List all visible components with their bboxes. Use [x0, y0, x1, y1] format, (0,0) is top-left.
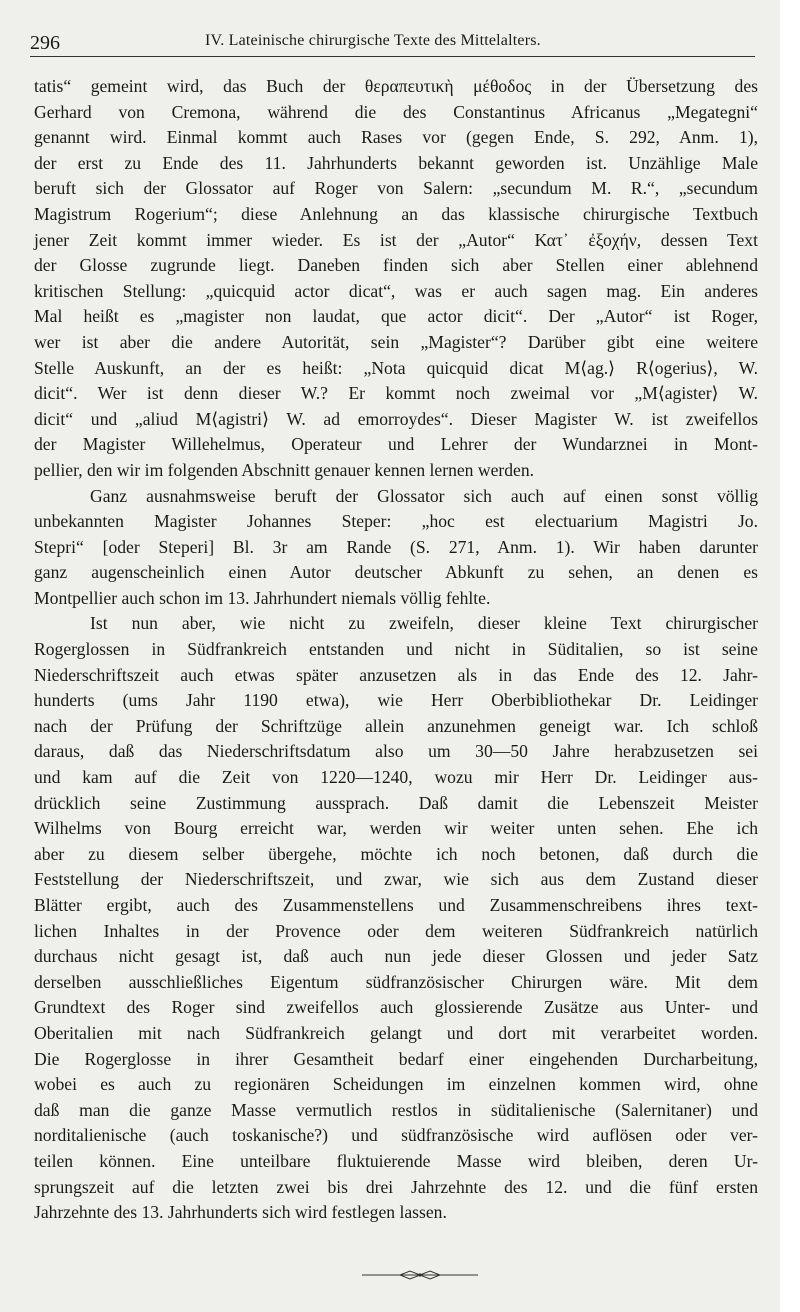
text-line: Ist nun aber, wie nicht zu zweifeln, dieser kleine Text chirurgischer [90, 613, 758, 634]
text-line: Oberitalien mit nach Südfrankreich gelangt und dort mit verarbeitet worden. [34, 1022, 758, 1043]
text-line: sprungszeit auf die letzten zwei bis drei Jahrzehnte des 12. und die fünf ersten [34, 1176, 758, 1197]
text-line: wobei es auch zu regionären Scheidungen im einzelnen kommen wird, ohne [34, 1074, 758, 1095]
page-number: 296 [30, 32, 60, 54]
text-line: ganz augenscheinlich einen Autor deutscher Abkunft zu sehen, an denen es [34, 562, 758, 583]
text-line: Niederschriftszeit auch etwas später anzusetzen als in das Ende des 12. Jahr- [34, 664, 758, 685]
text-line: hunderts (ums Jahr 1190 etwa), wie Herr Oberbibliothekar Dr. Leidinger [34, 690, 758, 711]
page-header [30, 30, 755, 57]
text-line: durchaus nicht gesagt ist, daß auch nun jede dieser Glossen und jeder Satz [34, 946, 758, 967]
text-line: Jahrzehnte des 13. Jahrhunderts sich wird festlegen lassen. [34, 1202, 447, 1223]
text-line: Gerhard von Cremona, während die des Constantinus Africanus „Megategni“ [34, 101, 758, 122]
text-line: Magistrum Rogerium“; diese Anlehnung an das klassische chirurgische Textbuch [34, 203, 758, 224]
text-line: Die Rogerglosse in ihrer Gesamtheit bedarf einer eingehenden Durcharbeitung, [34, 1048, 758, 1069]
text-line: Montpellier auch schon im 13. Jahrhundert niemals völlig fehlte. [34, 587, 491, 608]
text-line: der erst zu Ende des 11. Jahrhunderts bekannt geworden ist. Unzählige Male [34, 152, 758, 173]
text-line: wer ist aber die andere Autorität, sein „Magister“? Darüber gibt eine weitere [34, 331, 758, 352]
text-line: unbekannten Magister Johannes Steper: „hoc est electuarium Magistri Jo. [34, 511, 758, 532]
text-line: genannt wird. Einmal kommt auch Rases vor (gegen Ende, S. 292, Anm. 1), [34, 127, 758, 148]
text-line: Stelle Auskunft, an der es heißt: „Nota quicquid dicat M⟨ag.⟩ R⟨ogerius⟩, W. [34, 357, 758, 378]
text-line: lichen Inhaltes in der Provence oder dem weiteren Südfrankreich natürlich [34, 920, 758, 941]
text-line: Feststellung der Niederschriftszeit, und zwar, wie sich aus dem Zustand dieser [34, 869, 758, 890]
body-text [34, 74, 758, 1226]
text-line: drücklich seine Zustimmung aussprach. Daß damit die Lebenszeit Meister [34, 792, 758, 813]
text-line: derselben ausschließliches Eigentum südfranzösischer Chirurgen wäre. Mit dem [34, 971, 758, 992]
page-edge [780, 0, 800, 1312]
text-line: aber zu diesem selber übergehe, möchte ich noch betonen, daß durch die [34, 843, 758, 864]
text-line: der Glosse zugrunde liegt. Daneben finden sich aber Stellen einer ablehnend [34, 255, 758, 276]
text-line: pellier, den wir im folgenden Abschnitt genauer kennen lernen werden. [34, 459, 535, 480]
text-line: Grundtext des Roger sind zweifellos auch glossierende Zusätze aus Unter- und [34, 997, 758, 1018]
text-line: nach der Prüfung der Schriftzüge allein anzunehmen geneigt war. Ich schloß [34, 715, 758, 736]
text-line: Mal heißt es „magister non laudat, que actor dicit“. Der „Autor“ ist Roger, [34, 306, 758, 327]
text-line: jener Zeit kommt immer wieder. Es ist der „Autor“ Κατ᾽ ἐξοχήν, dessen Text [34, 229, 758, 250]
text-line: dicit“ und „aliud M⟨agistri⟩ W. ad emorroydes“. Dieser Magister W. ist zweifellos [34, 408, 758, 429]
text-line: daraus, daß das Niederschriftsdatum also um 30—50 Jahre herabzusetzen sei [34, 741, 758, 762]
text-line: beruft sich der Glossator auf Roger von Salern: „secundum M. R.“, „secundum [34, 178, 758, 199]
end-ornament-icon [360, 1268, 480, 1282]
text-line: dicit“. Wer ist denn dieser W.? Er kommt noch zweimal vor „M⟨agister⟩ W. [34, 383, 758, 404]
text-line: Ganz ausnahmsweise beruft der Glossator sich auch auf einen sonst völlig [90, 485, 758, 506]
text-line: teilen können. Eine unteilbare fluktuierende Masse wird bleiben, deren Ur- [34, 1150, 758, 1171]
text-line: tatis“ gemeint wird, das Buch der θεραπευτικὴ μέθοδος in der Übersetzung des [34, 76, 758, 96]
text-line: Wilhelms von Bourg erreicht war, werden wir weiter unten sehen. Ehe ich [34, 818, 758, 839]
text-line: Rogerglossen in Südfrankreich entstanden und nicht in Süditalien, so ist seine [34, 639, 758, 660]
text-line: daß man die ganze Masse vermutlich restlos in süditalienische (Salernitaner) und [34, 1099, 758, 1120]
text-line: kritischen Stellung: „quicquid actor dicat“, was er auch sagen mag. Ein anderes [34, 280, 758, 301]
text-line: norditalienische (auch toskanische?) und südfranzösische wird auflösen oder ver- [34, 1125, 758, 1146]
running-title: IV. Lateinische chirurgische Texte des Mittelalters. [205, 32, 541, 49]
text-line: der Magister Willehelmus, Operateur und Lehrer der Wundarznei in Mont- [34, 434, 758, 455]
text-line: Stepri“ [oder Steperi] Bl. 3r am Rande (S. 271, Anm. 1). Wir haben darunter [34, 536, 758, 557]
text-line: Blätter ergibt, auch des Zusammenstellens und Zusammenschreibens ihres text- [34, 895, 758, 915]
text-line: und kam auf die Zeit von 1220—1240, wozu mir Herr Dr. Leidinger aus- [34, 767, 758, 788]
